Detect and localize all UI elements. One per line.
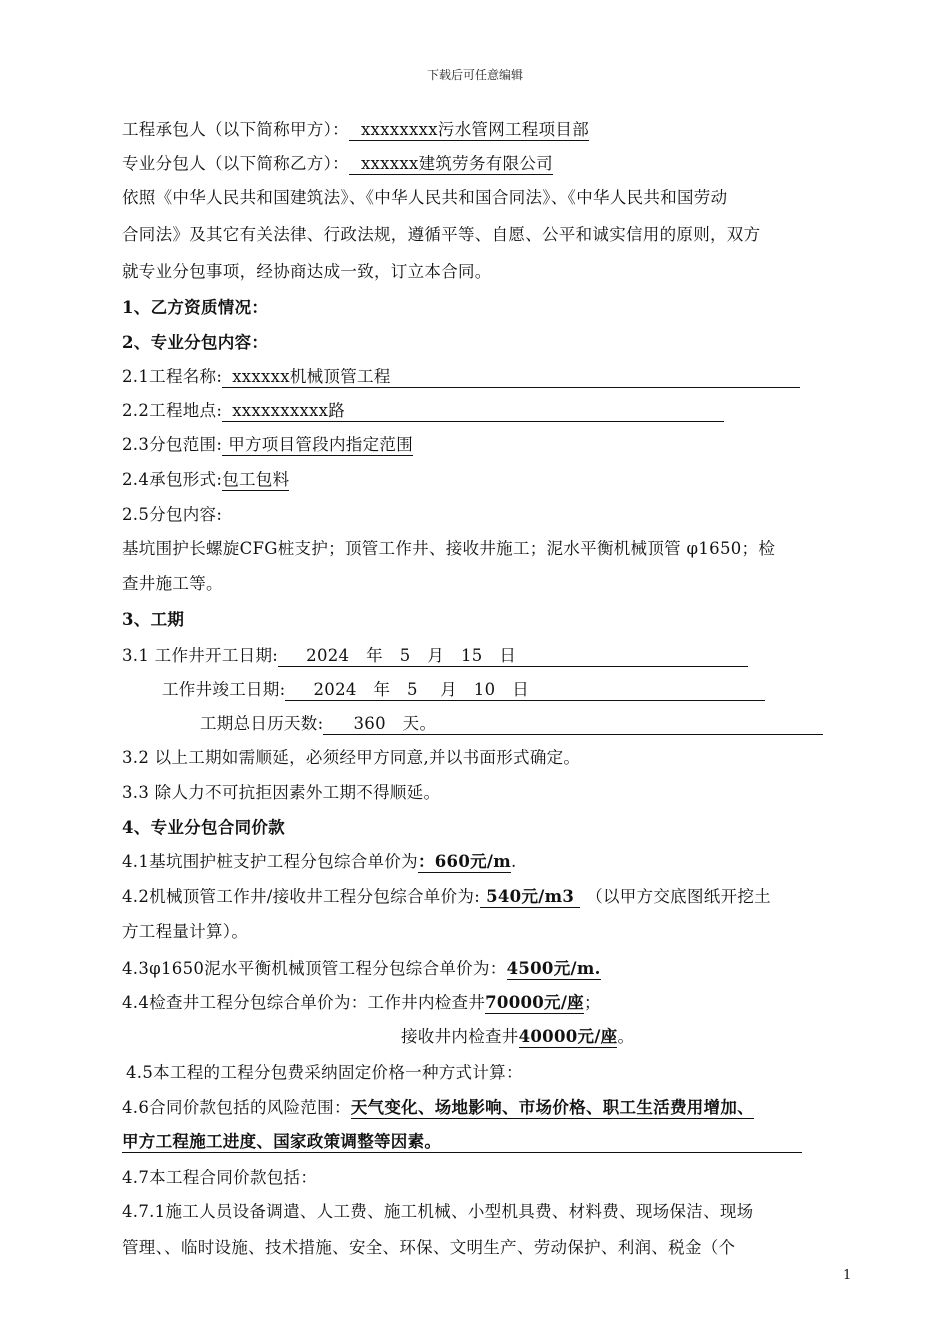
item-3-1-start-label: 3.1 工作井开工日期: [122,646,279,665]
item-2-2-value: xxxxxxxxxx路 [222,401,724,422]
preamble-line-2: 合同法》及其它有关法律、行政法规，遵循平等、自愿、公平和诚实信用的原则，双方 [122,225,761,244]
item-4-1-end: . [510,852,517,871]
item-4-6-label: 4.6合同价款包括的风险范围： [122,1098,351,1117]
item-4-2-note-line-2: 方工程量计算）。 [122,922,249,941]
party-b-value: xxxxxx建筑劳务有限公司 [349,154,553,175]
item-4-1 [122,850,517,874]
item-2-3-value: 甲方项目管段内指定范围 [222,435,413,456]
item-4-5: 4.5本工程的工程分包费采纳固定价格一种方式计算： [126,1063,523,1082]
item-2-3 [122,433,413,457]
item-4-6-value: 天气变化、场地影响、市场价格、职工生活费用增加、 [350,1098,754,1117]
item-4-6-line-2 [122,1130,802,1154]
item-4-4b-label: 接收井内检查井 [401,1027,519,1046]
party-a-value: xxxxxxxx污水管网工程项目部 [349,120,589,141]
item-4-2-note: （以甲方交底图纸开挖土 [586,887,771,906]
page-header: 下载后可任意编辑 [426,68,523,82]
preamble-line-1: 依照《中华人民共和国建筑法》、《中华人民共和国合同法》、《中华人民共和国劳动 [122,188,728,207]
item-4-4b-end: 。 [617,1027,635,1046]
item-4-6-value-2: 甲方工程施工进度、国家政策调整等因素。 [122,1132,802,1153]
item-4-6 [122,1096,754,1120]
preamble-line-3: 就专业分包事项，经协商达成一致，订立本合同。 [122,262,492,281]
item-4-3-value: 4500元/m. [506,959,601,978]
item-4-1-value: ：660元/m [417,852,511,871]
item-2-4-value: 包工包料 [222,470,290,489]
section-4-heading: 4、专业分包合同价款 [122,818,285,837]
item-2-4-label: 2.4承包形式: [122,470,223,489]
item-3-1-total-value: 360 天。 [323,714,823,735]
item-3-3: 3.3 除人力不可抗拒因素外工期不得顺延。 [122,783,441,802]
item-4-4b [401,1025,634,1049]
item-4-7: 4.7本工程合同价款包括： [122,1168,318,1187]
item-2-2 [122,399,724,423]
item-4-4 [122,991,601,1015]
item-4-4-end: ； [583,993,601,1012]
scope-line-1: 基坑围护长螺旋CFG桩支护；顶管工作井、接收井施工；泥水平衡机械顶管 φ1650；检 [122,539,776,558]
item-4-7-1-line-2: 管理、、临时设施、技术措施、安全、环保、文明生产、劳动保护、利润、税金（个 [122,1238,736,1257]
scope-line-2: 查井施工等。 [122,574,223,593]
item-2-1-value: xxxxxx机械顶管工程 [222,367,800,388]
item-3-1-end [162,678,765,702]
item-3-2: 3.2 以上工期如需顺延，必须经甲方同意,并以书面形式确定。 [122,748,581,767]
section-3-heading: 3、工期 [122,610,185,629]
item-4-2 [122,885,771,909]
item-2-5-label: 2.5分包内容: [122,505,223,524]
party-a-line [122,118,589,142]
item-4-2-label: 4.2机械顶管工作井/接收井工程分包综合单价为: [122,887,481,906]
item-2-1-label: 2.1工程名称: [122,367,223,386]
item-2-4 [122,468,289,492]
section-1-heading: 1、乙方资质情况： [122,298,269,317]
item-4-3-label: 4.3φ1650泥水平衡机械顶管工程分包综合单价为： [122,959,507,978]
item-4-4-value: 70000元/座 [485,993,584,1012]
item-3-1-end-value: 2024 年 5 月 10 日 [285,680,765,701]
item-4-4b-value: 40000元/座 [518,1027,618,1046]
party-a-label: 工程承包人（以下简称甲方）： [122,120,349,139]
party-b-line [122,152,553,176]
item-3-1-start-value: 2024 年 5 月 15 日 [278,646,748,667]
item-4-1-label: 4.1基坑围护桩支护工程分包综合单价为 [122,852,418,871]
item-4-2-value: 540元/m3 [480,887,581,906]
item-3-1-total [200,712,823,736]
item-4-3 [122,957,601,981]
item-2-2-label: 2.2工程地点: [122,401,223,420]
item-3-1-total-label: 工期总日历天数: [200,714,324,733]
item-3-1-start [122,644,748,668]
page-number: 1 [843,1268,852,1283]
item-4-7-1-line-1: 4.7.1施工人员设备调遣、人工费、施工机械、小型机具费、材料费、现场保洁、现场 [122,1202,754,1221]
item-4-4-label: 4.4检查井工程分包综合单价为：工作井内检查井 [122,993,486,1012]
item-2-3-label: 2.3分包范围: [122,435,223,454]
item-3-1-end-label: 工作井竣工日期: [162,680,286,699]
item-2-1 [122,365,800,389]
section-2-heading: 2、专业分包内容： [122,333,269,352]
party-b-label: 专业分包人（以下简称乙方）： [122,154,349,173]
